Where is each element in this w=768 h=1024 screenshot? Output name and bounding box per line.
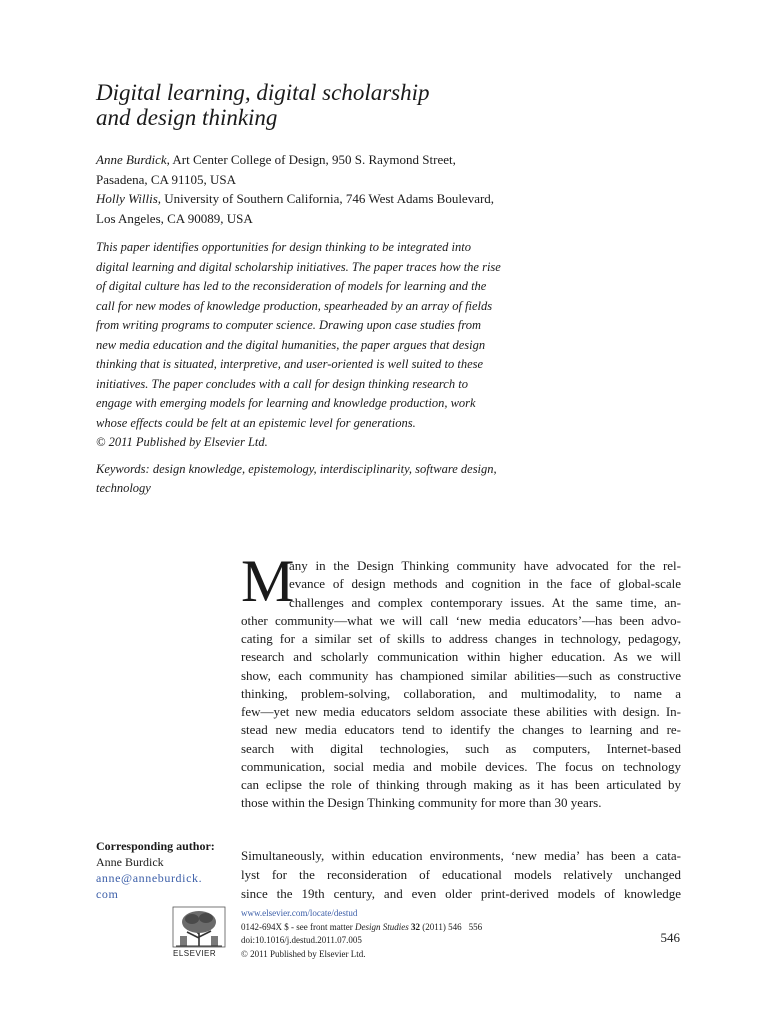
elsevier-wordmark: ELSEVIER xyxy=(173,949,217,958)
body-line: Simultaneously, within education environments, ‘new media’ has been a cata- xyxy=(241,848,681,863)
keywords-line-1: Keywords: design knowledge, epistemology, interdisciplinarity, software design, xyxy=(96,462,497,476)
body-line: thinking, problem-solving, collaboration, and multimodality, to name a xyxy=(241,685,681,701)
title-line-1: Digital learning, digital scholarship xyxy=(96,80,430,105)
journal-issue-pages: (2011) 546 556 xyxy=(419,921,483,932)
page-number: 546 xyxy=(660,930,680,945)
author-2-line-1 xyxy=(96,189,556,209)
second-paragraph xyxy=(241,846,681,903)
body-line: cating for a similar set of skills to address changes in technology, pedagogy, xyxy=(241,631,681,646)
issn-prefix: 0142-694X $ - see front matter xyxy=(241,921,355,932)
author-2-line-2: Los Angeles, CA 90089, USA xyxy=(96,210,253,226)
journal-volume: 32 xyxy=(408,921,420,932)
author-1-affiliation: Art Center College of Design, 950 S. Raymond Street, xyxy=(169,152,456,167)
abstract-line: This paper identifies opportunities for design thinking to be integrated into xyxy=(96,240,471,254)
journal-name: Design Studies xyxy=(354,921,409,932)
article-footer xyxy=(241,907,661,961)
title-line-2: and design thinking xyxy=(96,105,278,130)
author-2-name: Holly Willis, xyxy=(96,191,161,206)
author-1-name: Anne Burdick, xyxy=(96,152,170,167)
footer-copyright: © 2011 Published by Elsevier Ltd. xyxy=(241,948,366,959)
body-line: any in the Design Thinking community have advocated for the rel- xyxy=(289,558,681,573)
corresponding-author-name: Anne Burdick xyxy=(96,855,164,869)
body-line: other community—what we will call ‘new media educators’—has been advo- xyxy=(241,612,681,628)
abstract-line: engage with emerging models for learning and knowledge production, work xyxy=(96,396,476,410)
abstract-copyright: © 2011 Published by Elsevier Ltd. xyxy=(96,435,268,449)
body-line: lyst for the reconsideration of educational models relatively unchanged xyxy=(241,867,681,882)
abstract-line: whose effects could be felt at an epistemic level for generations. xyxy=(96,415,416,430)
body-line: since the 19th century, and even older print-derived models of knowledge xyxy=(241,886,681,901)
corresponding-author-email-line-2[interactable]: com xyxy=(96,887,119,901)
body-line: show, each community has championed similar abilities—such as constructive xyxy=(241,667,681,683)
body-line: few—yet new media educators seldom associate these abilities with design. In- xyxy=(241,704,681,719)
abstract-line: new media education and the digital humanities, the paper argues that design xyxy=(96,337,486,352)
abstract-line: of digital culture has led to the reconsideration of models for learning and the xyxy=(96,279,487,293)
body-line: stead new media educators tend to identify the changes to learning and re- xyxy=(241,722,681,738)
journal-url-link[interactable]: www.elsevier.com/locate/destud xyxy=(241,908,358,918)
abstract-line: call for new modes of knowledge production, spearheaded by an array of fields xyxy=(96,298,493,313)
corresponding-author-email-line-1[interactable]: anne@anneburdick. xyxy=(96,871,203,885)
keywords-line-2: technology xyxy=(96,481,151,495)
body-line: can eclipse the role of thinking through making as it has been articulated by xyxy=(241,777,681,792)
author-1-line-1 xyxy=(96,150,556,170)
drop-cap: M xyxy=(241,548,295,614)
abstract-line: thinking that is situated, interpretive, and user-oriented is well suited to these xyxy=(96,357,484,371)
corresponding-author xyxy=(96,838,236,902)
doi-link[interactable]: doi:10.1016/j.destud.2011.07.005 xyxy=(241,935,362,945)
keywords xyxy=(96,460,556,498)
body-line: communication, social media and mobile devices. The focus on technology xyxy=(241,758,681,774)
intro-paragraph xyxy=(241,557,681,813)
abstract-line: digital learning and digital scholarship initiatives. The paper traces how the rise xyxy=(96,259,501,274)
abstract xyxy=(96,238,556,453)
body-line: challenges and complex contemporary issues. At the same time, an- xyxy=(289,594,681,610)
author-affiliations xyxy=(96,150,556,228)
body-line: search with digital technologies, such as computers, Internet-based xyxy=(241,740,681,756)
author-2-affiliation: University of Southern California, 746 West Adams Boulevard, xyxy=(161,191,495,206)
issn-citation xyxy=(241,921,661,935)
abstract-line: from writing programs to computer science. Drawing upon case studies from xyxy=(96,318,482,332)
article-title xyxy=(96,80,656,130)
body-line: evance of design methods and cognition in the face of global-scale xyxy=(289,576,681,592)
body-line: those within the Design Thinking community for more than 30 years. xyxy=(241,795,602,811)
corresponding-author-label: Corresponding author: xyxy=(96,839,215,853)
abstract-line: initiatives. The paper concludes with a call for design thinking research to xyxy=(96,376,468,391)
author-1-line-2: Pasadena, CA 91105, USA xyxy=(96,171,236,187)
body-line: research and scholarly communication within higher education. As we will xyxy=(241,649,681,665)
